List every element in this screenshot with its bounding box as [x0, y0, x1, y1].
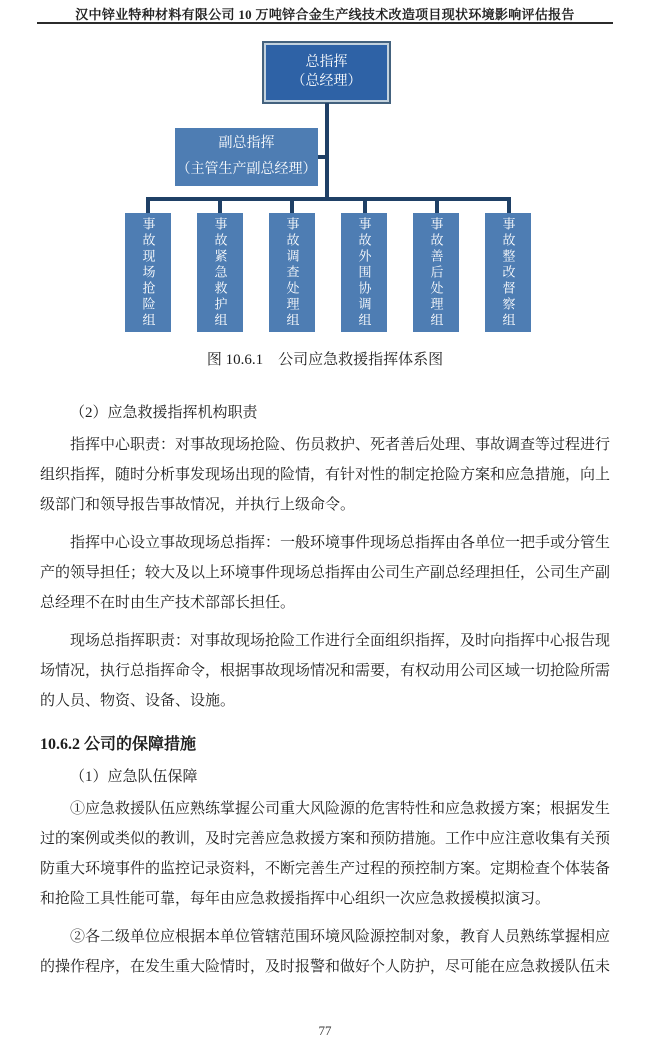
paragraph-site-commander-setup: 指挥中心设立事故现场总指挥：一般环境事件现场总指挥由各单位一把手或分管生产的领导担任；较大及以上环境事件现场总指挥由公司生产副总经理担任，公司生产副总经理不在时由生产技术部部长担任。	[40, 535, 611, 611]
connector-stub	[507, 200, 511, 213]
org-box-group-coordination: 事故外围协调组	[341, 213, 387, 332]
connector-stub	[363, 200, 367, 213]
paragraph-item-2: ②各二级单位应根据本单位管辖范围环境风险源控制对象，教育人员熟练掌握相应的操作程序，在发生重大险情时，及时报警和做好个人防护，尽可能在应急救援队伍未	[40, 929, 611, 975]
connector-stub	[290, 200, 294, 213]
paragraph-item-1: ①应急救援队伍应熟练掌握公司重大风险源的危害特性和应急救援方案；根据发生过的案例或类似的教训，及时完善应急救援方案和预防措施。工作中应注意收集有关预防重大环境事件的监控记录资料，不断完善生产过程的预控制方案。定期检查个体装备和抢险工具性能可靠，每年由应急救援指挥中心组织一次应急救援模拟演习。	[40, 801, 611, 907]
deputy-subtitle: （主管生产副总经理）	[176, 162, 317, 177]
commander-title: 总指挥	[305, 55, 348, 70]
page-number: 77	[318, 1023, 332, 1038]
document-body	[40, 398, 610, 982]
subheading-duties: （2）应急救援指挥机构职责	[70, 405, 258, 421]
deputy-title: 副总指挥	[218, 136, 275, 151]
org-box-group-emergency-aid: 事故紧急救护组	[197, 213, 243, 332]
commander-subtitle: （总经理）	[291, 74, 362, 89]
connector-vertical-main	[325, 103, 329, 197]
figure-caption: 图 10.6.1 公司应急救援指挥体系图	[206, 352, 444, 368]
org-box-commander	[262, 41, 391, 104]
org-box-group-aftermath: 事故善后处理组	[413, 213, 459, 332]
connector-stub	[435, 200, 439, 213]
paragraph-command-center-duty: 指挥中心职责：对事故现场抢险、伤员救护、死者善后处理、事故调查等过程进行组织指挥，随时分析事发现场出现的险情，有针对性的制定抢险方案和应急措施，向上级部门和领导报告事故情况，并执行上级命令。	[40, 437, 611, 513]
org-box-deputy	[175, 128, 318, 186]
section-heading-10-6-2: 10.6.2 公司的保障措施	[40, 736, 197, 753]
org-box-group-rectification: 事故整改督察组	[485, 213, 531, 332]
connector-rail	[146, 197, 511, 201]
subheading-team-guarantee: （1）应急队伍保障	[70, 769, 198, 785]
connector-stub	[146, 200, 150, 213]
connector-deputy-stub	[318, 155, 326, 159]
org-box-group-investigation: 事故调查处理组	[269, 213, 315, 332]
org-box-group-scene-rescue: 事故现场抢险组	[125, 213, 171, 332]
header-title: 汉中锌业特种材料有限公司 10 万吨锌合金生产线技术改造项目现状环境影响评估报告	[75, 7, 575, 22]
connector-stub	[218, 200, 222, 213]
paragraph-site-commander-duty: 现场总指挥职责：对事故现场抢险工作进行全面组织指挥，及时向指挥中心报告现场情况，执行总指挥命令，根据事故现场情况和需要，有权动用公司区域一切抢险所需的人员、物资、设备、设施。	[40, 633, 611, 709]
